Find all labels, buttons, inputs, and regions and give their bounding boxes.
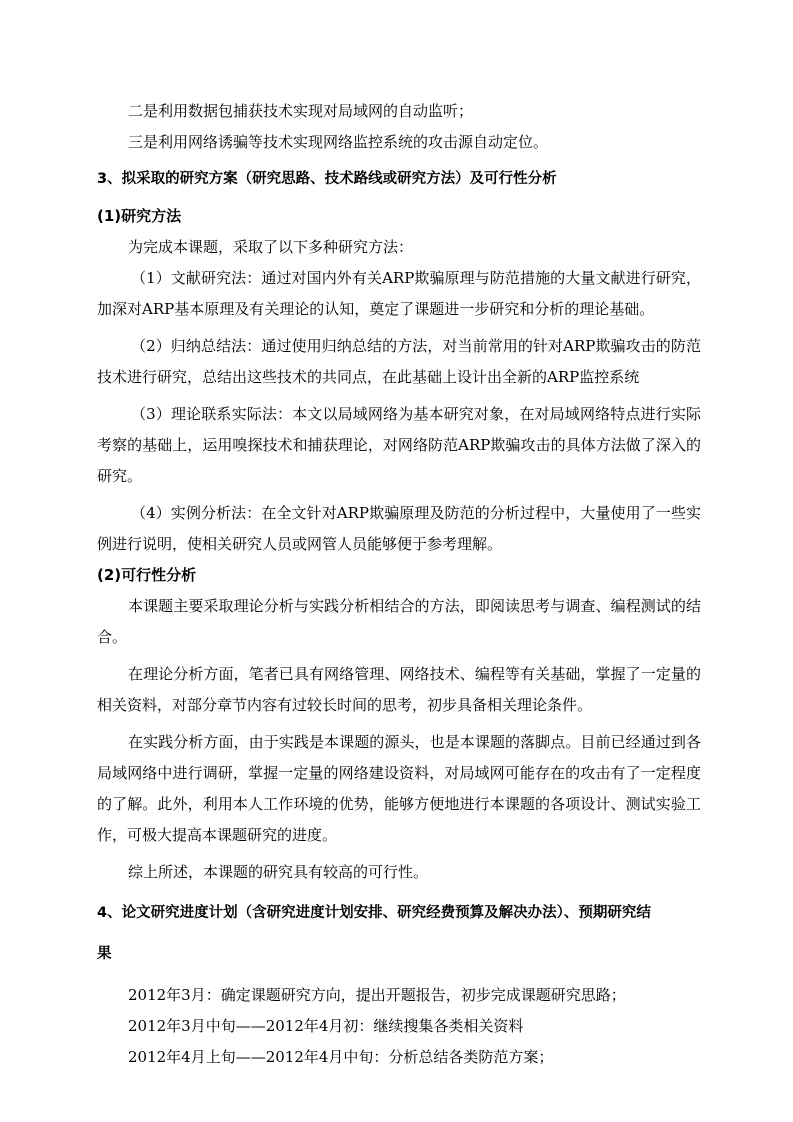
intro-line: 二是利用数据包捕获技术实现对局域网的自动监听； <box>128 102 474 120</box>
method-item: （1）文献研究法：通过对国内外有关ARP欺骗原理与防范措施的大量文献进行研究，加深对ARP基本原理及有关理论的认知，奠定了课题进一步研究和分析的理论基础。 <box>97 269 701 318</box>
feasibility-paragraph: 在实践分析方面，由于实践是本课题的源头，也是本课题的落脚点。目前已经通过到各局域网络中进行调研，掌握一定量的网络建设资料，对局域网可能存在的攻击有了一定程度的了解。此外，利用本人工作环境的优势，能够方便地进行本课题的各项设计、测试实验工作，可极大提高本课题研究的进度。 <box>97 733 701 844</box>
document-page <box>97 96 701 1073</box>
method-item: （4）实例分析法：在全文针对ARP欺骗原理及防范的分析过程中，大量使用了一些实例进行说明，使相关研究人员或网管人员能够便于参考理解。 <box>97 504 701 553</box>
section-4-heading: 4、论文研究进度计划（含研究进度计划安排、研究经费预算及解决办法）、预期研究结 <box>97 905 651 921</box>
research-methods-intro: 为完成本课题，采取了以下多种研究方法： <box>128 238 414 256</box>
feasibility-subheading: (2)可行性分析 <box>97 566 197 584</box>
feasibility-paragraph: 在理论分析方面，笔者已具有网络管理、网络技术、编程等有关基础，掌握了一定量的相关资料，对部分章节内容有过较长时间的思考，初步具备相关理论条件。 <box>97 665 701 714</box>
intro-line: 三是利用网络诱骗等技术实现网络监控系统的攻击源自动定位。 <box>128 133 549 151</box>
section-4-heading-continued: 果 <box>97 946 112 962</box>
feasibility-paragraph: 综上所述，本课题的研究具有较高的可行性。 <box>128 863 429 881</box>
schedule-item: 2012年4月上旬——2012年4月中旬：分析总结各类防范方案； <box>128 1048 554 1066</box>
feasibility-paragraph: 本课题主要采取理论分析与实践分析相结合的方法，即阅读思考与调查、编程测试的结合。 <box>97 597 701 646</box>
section-3-heading: 3、拟采取的研究方案（研究思路、技术路线或研究方法）及可行性分析 <box>97 171 557 187</box>
method-item: （2）归纳总结法：通过使用归纳总结的方法，对当前常用的针对ARP欺骗攻击的防范技术进行研究，总结出这些技术的共同点，在此基础上设计出全新的ARP监控系统 <box>97 337 701 386</box>
research-methods-subheading: (1)研究方法 <box>97 207 182 225</box>
schedule-item: 2012年3月：确定课题研究方向，提出开题报告，初步完成课题研究思路； <box>128 986 626 1004</box>
schedule-item: 2012年3月中旬——2012年4月初：继续搜集各类相关资料 <box>128 1017 524 1035</box>
method-item: （3）理论联系实际法：本文以局域网络为基本研究对象，在对局域网络特点进行实际考察的基础上，运用嗅探技术和捕获理论，对网络防范ARP欺骗攻击的具体方法做了深入的研究。 <box>97 405 701 485</box>
